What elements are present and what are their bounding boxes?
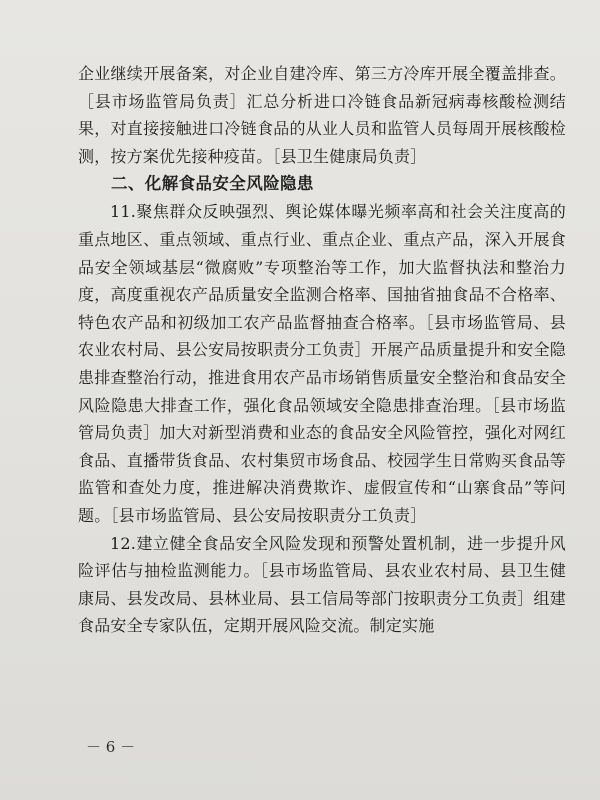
paragraph-cold-chain-continuation: 企业继续开展备案，对企业自建冷库、第三方冷库开展全覆盖排查。［县市场监管局负责］汇总分析进口冷链食品新冠病毒核酸检测结果，对直接接触进口冷链食品的从业人员和监管人员每周开展核酸检测，按方案优先接种疫苗。［县卫生健康局负责］ [78, 64, 566, 166]
page-number-text: － 6 － [86, 738, 136, 756]
paragraph-item-12: 12.建立健全食品安全风险发现和预警处置机制，进一步提升风险评估与抽检监测能力。［县市场监管局、县农业农村局、县卫生健康局、县发改局、县林业局、县工信局等部门按职责分工负责］组建食品安全专家队伍，定期开展风险交流。制定实施 [78, 533, 566, 636]
paragraph-item-11: 11.聚焦群众反映强烈、舆论媒体曝光频率高和社会关注度高的重点地区、重点领域、重点行业、重点企业、重点产品，深入开展食品安全领域基层“微腐败”专项整治等工作，加大监督执法和整治力度，高度重视农产品质量安全监测合格率、国抽省抽食品不合格率、特色农产品和初级加工农产品监督抽查合格率。［县市场监管局、县农业农村局、县公安局按职责分工负责］开展产品质量提升和安全隐患排查整治行动，推进食用农产品市场销售质量安全整治和食品安全风险隐患大排查工作，强化食品领域安全隐患排查治理。［县市场监管局负责］加大对新型消费和业态的食品安全风险管控，强化对网红食品、直播带货食品、农村集贸市场食品、校园学生日常购买食品等监管和查处力度，推进解决消费欺诈、虚假宣传和“山寨食品”等问题。［县市场监管局、县公安局按职责分工负责］ [78, 202, 566, 525]
document-body [78, 60, 566, 640]
section-heading-food-safety-risks: 二、化解食品安全风险隐患 [111, 174, 314, 194]
page-number [86, 736, 142, 757]
